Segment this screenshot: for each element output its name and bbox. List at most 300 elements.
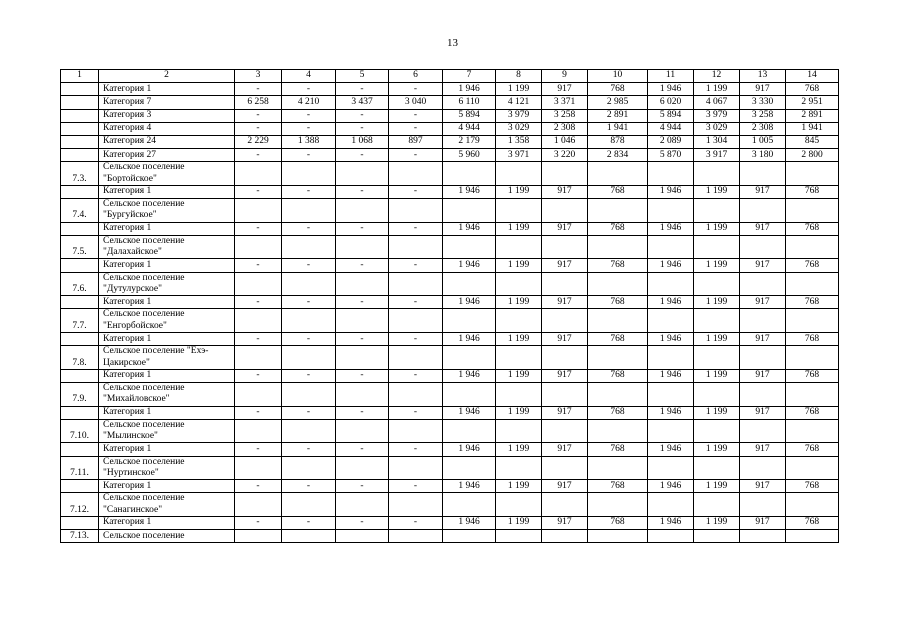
value-cell: 6 258	[235, 96, 282, 109]
value-cell: 3 220	[542, 149, 588, 162]
value-cell	[740, 346, 786, 370]
value-cell	[496, 530, 542, 543]
value-cell: 1 199	[694, 259, 740, 272]
value-cell: 768	[588, 222, 648, 235]
table-row	[61, 419, 839, 443]
value-cell: -	[389, 259, 443, 272]
value-cell: 1 199	[694, 516, 740, 529]
row-number	[61, 296, 99, 309]
value-cell: -	[336, 259, 389, 272]
value-cell	[336, 199, 389, 223]
value-cell	[282, 309, 336, 333]
value-cell: 768	[786, 443, 839, 456]
row-name-line: "Бортойское"	[103, 173, 157, 184]
row-number: 7.12.	[61, 493, 99, 517]
table-row	[61, 369, 839, 382]
table-row	[61, 309, 839, 333]
value-cell	[648, 235, 694, 259]
value-cell	[740, 419, 786, 443]
value-cell	[588, 272, 648, 296]
value-cell	[282, 272, 336, 296]
value-cell: -	[282, 480, 336, 493]
value-cell: 1 199	[496, 333, 542, 346]
value-cell	[336, 272, 389, 296]
value-cell	[648, 419, 694, 443]
value-cell	[740, 162, 786, 186]
value-cell: 917	[542, 296, 588, 309]
value-cell	[389, 383, 443, 407]
value-cell: 6 110	[443, 96, 496, 109]
tariff-table	[60, 69, 839, 543]
value-cell	[235, 272, 282, 296]
table-row	[61, 493, 839, 517]
row-number	[61, 222, 99, 235]
value-cell	[336, 235, 389, 259]
value-cell: 1 199	[496, 185, 542, 198]
value-cell: 917	[542, 406, 588, 419]
value-cell: -	[235, 185, 282, 198]
row-name: Категория 1	[99, 516, 235, 529]
value-cell: 917	[542, 333, 588, 346]
value-cell	[694, 493, 740, 517]
value-cell: 1 946	[443, 443, 496, 456]
column-header: 11	[648, 70, 694, 83]
row-name: Категория 1	[99, 480, 235, 493]
value-cell	[588, 346, 648, 370]
row-name: Категория 1	[99, 296, 235, 309]
value-cell: 878	[588, 135, 648, 148]
value-cell: -	[282, 149, 336, 162]
value-cell: 1 199	[496, 516, 542, 529]
value-cell	[542, 530, 588, 543]
value-cell	[542, 419, 588, 443]
table-row	[61, 109, 839, 122]
value-cell: 917	[740, 406, 786, 419]
row-name	[99, 419, 235, 443]
value-cell: 1 199	[496, 222, 542, 235]
row-name-line: "Санагинское"	[103, 504, 163, 515]
value-cell: 917	[740, 185, 786, 198]
value-cell	[389, 419, 443, 443]
row-name: Категория 3	[99, 109, 235, 122]
row-name: Категория 1	[99, 406, 235, 419]
row-number: 7.5.	[61, 235, 99, 259]
value-cell: 768	[588, 516, 648, 529]
value-cell: 1 946	[443, 406, 496, 419]
value-cell: 1 941	[588, 122, 648, 135]
value-cell: -	[235, 122, 282, 135]
value-cell: 5 870	[648, 149, 694, 162]
value-cell	[496, 309, 542, 333]
value-cell	[588, 383, 648, 407]
row-name-line: "Бургуйское"	[103, 210, 157, 221]
value-cell: 768	[588, 406, 648, 419]
value-cell: 3 258	[542, 109, 588, 122]
value-cell	[235, 493, 282, 517]
value-cell: 917	[542, 516, 588, 529]
value-cell	[694, 383, 740, 407]
row-name-line: Сельское поселение	[103, 162, 185, 173]
value-cell: 3 979	[496, 109, 542, 122]
column-header: 3	[235, 70, 282, 83]
value-cell: -	[282, 109, 336, 122]
value-cell: -	[282, 185, 336, 198]
value-cell: 3 330	[740, 96, 786, 109]
value-cell: -	[282, 122, 336, 135]
value-cell	[588, 235, 648, 259]
table-row	[61, 346, 839, 370]
row-number	[61, 96, 99, 109]
row-name-line: Сельское поселение	[103, 272, 185, 283]
value-cell: -	[235, 333, 282, 346]
table-row	[61, 516, 839, 529]
value-cell: -	[389, 296, 443, 309]
value-cell: 768	[588, 185, 648, 198]
value-cell: 3 971	[496, 149, 542, 162]
row-number	[61, 406, 99, 419]
value-cell: 6 020	[648, 96, 694, 109]
value-cell: 768	[588, 480, 648, 493]
row-number	[61, 185, 99, 198]
value-cell: -	[336, 443, 389, 456]
value-cell	[588, 530, 648, 543]
row-name-line: "Мылинское"	[103, 431, 158, 442]
value-cell: 917	[740, 369, 786, 382]
value-cell: 1 946	[648, 406, 694, 419]
table-row	[61, 83, 839, 96]
value-cell: 1 068	[336, 135, 389, 148]
row-name: Категория 1	[99, 333, 235, 346]
value-cell: 4 067	[694, 96, 740, 109]
value-cell: 917	[740, 516, 786, 529]
row-name	[99, 493, 235, 517]
value-cell	[443, 456, 496, 480]
value-cell: 917	[740, 480, 786, 493]
value-cell: 1 946	[648, 83, 694, 96]
value-cell	[786, 530, 839, 543]
value-cell	[496, 346, 542, 370]
value-cell: -	[389, 122, 443, 135]
row-number: 7.4.	[61, 199, 99, 223]
value-cell: -	[235, 109, 282, 122]
value-cell	[542, 199, 588, 223]
value-cell: -	[389, 369, 443, 382]
table-row	[61, 383, 839, 407]
value-cell	[588, 199, 648, 223]
value-cell	[282, 235, 336, 259]
value-cell	[740, 493, 786, 517]
value-cell: 1 199	[496, 480, 542, 493]
value-cell	[389, 235, 443, 259]
table-row	[61, 135, 839, 148]
value-cell	[443, 272, 496, 296]
value-cell: 4 121	[496, 96, 542, 109]
row-name: Категория 1	[99, 185, 235, 198]
value-cell: 917	[542, 222, 588, 235]
value-cell: 4 210	[282, 96, 336, 109]
value-cell: -	[389, 406, 443, 419]
value-cell: 2 229	[235, 135, 282, 148]
row-name: Категория 1	[99, 83, 235, 96]
value-cell: 2 308	[542, 122, 588, 135]
value-cell: 1 946	[648, 516, 694, 529]
value-cell: 1 941	[786, 122, 839, 135]
value-cell	[496, 419, 542, 443]
row-name: Категория 1	[99, 443, 235, 456]
row-number	[61, 122, 99, 135]
value-cell: 768	[786, 516, 839, 529]
value-cell: -	[235, 259, 282, 272]
value-cell	[496, 493, 542, 517]
value-cell: 768	[786, 259, 839, 272]
value-cell: 1 199	[694, 333, 740, 346]
row-name-line: "Енгорбойское"	[103, 320, 167, 331]
value-cell	[443, 419, 496, 443]
value-cell: 917	[740, 259, 786, 272]
value-cell	[588, 419, 648, 443]
value-cell: 768	[786, 480, 839, 493]
value-cell: 768	[786, 333, 839, 346]
value-cell	[786, 346, 839, 370]
value-cell: 1 199	[694, 185, 740, 198]
value-cell	[694, 309, 740, 333]
row-number	[61, 149, 99, 162]
value-cell: 917	[740, 333, 786, 346]
value-cell	[542, 235, 588, 259]
row-number	[61, 83, 99, 96]
value-cell: 917	[542, 259, 588, 272]
value-cell	[389, 346, 443, 370]
value-cell: -	[235, 369, 282, 382]
row-name-line: Сельское поселение	[103, 493, 185, 504]
table-header-row	[61, 70, 839, 83]
value-cell: -	[235, 480, 282, 493]
value-cell	[336, 419, 389, 443]
value-cell: 768	[588, 369, 648, 382]
value-cell: -	[235, 149, 282, 162]
value-cell: -	[336, 83, 389, 96]
value-cell: 768	[588, 443, 648, 456]
row-name: Категория 27	[99, 149, 235, 162]
value-cell: 1 946	[648, 296, 694, 309]
table-row	[61, 185, 839, 198]
value-cell	[786, 272, 839, 296]
value-cell	[740, 456, 786, 480]
value-cell	[740, 199, 786, 223]
value-cell: 768	[588, 296, 648, 309]
value-cell: 2 985	[588, 96, 648, 109]
value-cell: 1 199	[694, 296, 740, 309]
value-cell: 768	[786, 406, 839, 419]
value-cell	[443, 309, 496, 333]
value-cell: 1 946	[443, 296, 496, 309]
value-cell	[648, 162, 694, 186]
column-header: 5	[336, 70, 389, 83]
value-cell: 1 199	[496, 83, 542, 96]
value-cell	[496, 235, 542, 259]
value-cell	[542, 162, 588, 186]
value-cell: 1 946	[443, 333, 496, 346]
value-cell	[336, 346, 389, 370]
value-cell: 3 258	[740, 109, 786, 122]
value-cell	[443, 383, 496, 407]
row-number	[61, 109, 99, 122]
value-cell	[336, 493, 389, 517]
value-cell: -	[389, 222, 443, 235]
row-name: Категория 24	[99, 135, 235, 148]
value-cell	[282, 199, 336, 223]
value-cell	[389, 493, 443, 517]
value-cell: -	[235, 406, 282, 419]
row-name-line: "Михайловское"	[103, 394, 170, 405]
value-cell: -	[282, 83, 336, 96]
table-row	[61, 259, 839, 272]
value-cell	[740, 272, 786, 296]
value-cell	[786, 162, 839, 186]
value-cell: -	[389, 83, 443, 96]
value-cell	[389, 530, 443, 543]
value-cell	[740, 235, 786, 259]
row-name-line: Сельское поселение	[103, 456, 185, 467]
value-cell: -	[282, 222, 336, 235]
value-cell	[282, 162, 336, 186]
value-cell: 1 199	[694, 369, 740, 382]
value-cell	[542, 383, 588, 407]
value-cell	[389, 199, 443, 223]
value-cell: 1 199	[496, 406, 542, 419]
value-cell: 917	[740, 443, 786, 456]
value-cell: 1 946	[648, 185, 694, 198]
value-cell: -	[336, 122, 389, 135]
value-cell	[235, 162, 282, 186]
row-number	[61, 135, 99, 148]
value-cell: 1 946	[443, 259, 496, 272]
value-cell: 1 946	[648, 333, 694, 346]
column-header: 13	[740, 70, 786, 83]
value-cell: -	[336, 333, 389, 346]
row-name-line: "Нуртинское"	[103, 467, 159, 478]
table-row	[61, 406, 839, 419]
value-cell: -	[336, 480, 389, 493]
table-row	[61, 162, 839, 186]
value-cell: 1 946	[648, 259, 694, 272]
value-cell: -	[389, 516, 443, 529]
value-cell	[648, 199, 694, 223]
value-cell	[648, 383, 694, 407]
value-cell	[740, 530, 786, 543]
value-cell: 1 358	[496, 135, 542, 148]
value-cell: 1 946	[648, 480, 694, 493]
row-number: 7.6.	[61, 272, 99, 296]
value-cell: 1 199	[496, 296, 542, 309]
value-cell: 845	[786, 135, 839, 148]
value-cell: -	[336, 296, 389, 309]
value-cell	[588, 309, 648, 333]
value-cell	[694, 419, 740, 443]
value-cell: 768	[786, 185, 839, 198]
value-cell	[336, 530, 389, 543]
table-row	[61, 222, 839, 235]
value-cell: -	[282, 369, 336, 382]
value-cell	[542, 346, 588, 370]
value-cell	[786, 419, 839, 443]
value-cell: 768	[786, 296, 839, 309]
value-cell	[694, 346, 740, 370]
value-cell	[235, 199, 282, 223]
value-cell	[588, 456, 648, 480]
value-cell: -	[336, 516, 389, 529]
value-cell: -	[235, 516, 282, 529]
row-name: Категория 4	[99, 122, 235, 135]
value-cell	[282, 456, 336, 480]
value-cell	[282, 419, 336, 443]
value-cell: -	[336, 222, 389, 235]
value-cell	[694, 272, 740, 296]
value-cell: 768	[786, 83, 839, 96]
value-cell	[235, 419, 282, 443]
table-row	[61, 443, 839, 456]
value-cell: 1 946	[648, 443, 694, 456]
value-cell	[235, 309, 282, 333]
value-cell: -	[389, 109, 443, 122]
column-header: 9	[542, 70, 588, 83]
value-cell	[496, 162, 542, 186]
row-number	[61, 516, 99, 529]
value-cell: -	[336, 369, 389, 382]
value-cell: 897	[389, 135, 443, 148]
value-cell: -	[282, 296, 336, 309]
value-cell	[740, 309, 786, 333]
value-cell: -	[389, 333, 443, 346]
row-name-line: Сельское поселение	[103, 235, 185, 246]
value-cell: 2 834	[588, 149, 648, 162]
row-name-line: Сельское поселение	[103, 199, 185, 210]
value-cell	[648, 530, 694, 543]
value-cell	[694, 162, 740, 186]
value-cell: 1 946	[648, 369, 694, 382]
value-cell: 917	[740, 222, 786, 235]
value-cell: 2 951	[786, 96, 839, 109]
value-cell	[389, 162, 443, 186]
value-cell	[694, 456, 740, 480]
value-cell: -	[389, 443, 443, 456]
row-number	[61, 443, 99, 456]
value-cell: 917	[542, 185, 588, 198]
value-cell: 917	[542, 83, 588, 96]
value-cell	[786, 493, 839, 517]
table-row	[61, 296, 839, 309]
value-cell	[648, 493, 694, 517]
value-cell	[443, 199, 496, 223]
value-cell: 768	[588, 259, 648, 272]
value-cell	[336, 383, 389, 407]
value-cell: -	[235, 296, 282, 309]
table-row	[61, 235, 839, 259]
value-cell: 917	[542, 369, 588, 382]
row-name-line: Сельское поселение	[103, 419, 185, 430]
value-cell	[786, 456, 839, 480]
value-cell: 5 894	[648, 109, 694, 122]
table-row	[61, 149, 839, 162]
value-cell: 3 180	[740, 149, 786, 162]
value-cell	[235, 383, 282, 407]
value-cell: -	[235, 222, 282, 235]
value-cell: 768	[588, 333, 648, 346]
value-cell: -	[282, 406, 336, 419]
value-cell: 1 199	[694, 443, 740, 456]
value-cell: 1 005	[740, 135, 786, 148]
row-number: 7.3.	[61, 162, 99, 186]
